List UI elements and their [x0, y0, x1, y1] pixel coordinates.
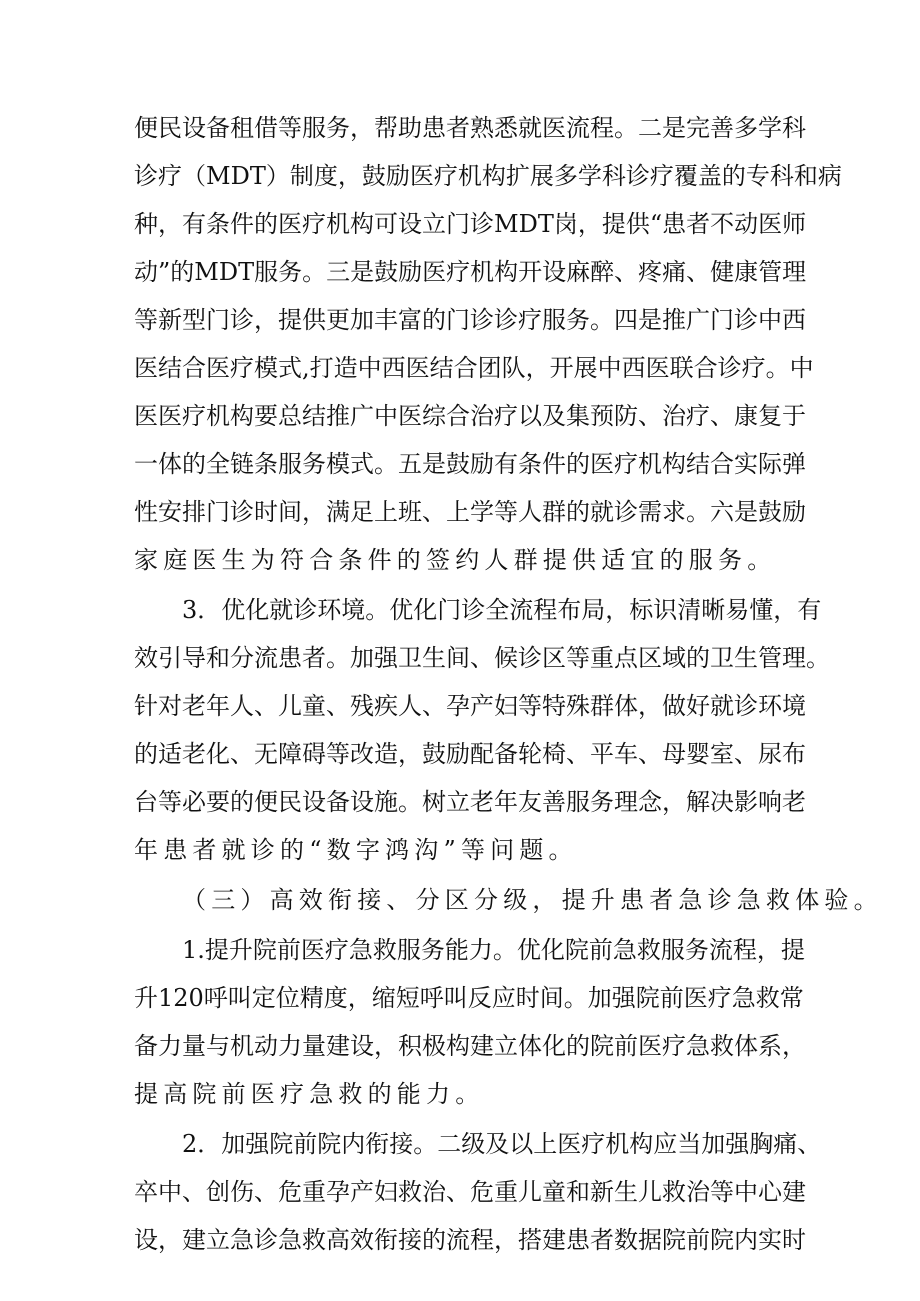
body-text-line: 家庭医生为符合条件的签约人群提供适宜的服务。 [134, 546, 777, 574]
body-text-line: 升120呼叫定位精度，缩短呼叫反应时间。加强院前医疗急救常 [134, 984, 804, 1012]
body-text-line: 医结合医疗模式,打造中西医结合团队，开展中西医联合诊疗。中 [134, 354, 814, 382]
paragraph-first-line: 1.提升院前医疗急救服务能力。优化院前急救服务流程，提 [182, 936, 805, 964]
paragraph-first-line: 2．加强院前院内衔接。二级及以上医疗机构应当加强胸痛、 [182, 1130, 822, 1158]
body-text-line: 性安排门诊时间，满足上班、上学等人群的就诊需求。六是鼓励 [134, 498, 806, 526]
paragraph-first-line: 3．优化就诊环境。优化门诊全流程布局，标识清晰易懂，有 [182, 596, 822, 624]
body-text-line: 提高院前医疗急救的能力。 [134, 1080, 485, 1108]
body-text-line: 动”的MDT服务。三是鼓励医疗机构开设麻醉、疼痛、健康管理 [134, 258, 807, 286]
body-text-line: 效引导和分流患者。加强卫生间、候诊区等重点区域的卫生管理。 [134, 644, 830, 672]
body-text-line: 备力量与机动力量建设，积极构建立体化的院前医疗急救体系， [134, 1032, 806, 1060]
body-text-line: 便民设备租借等服务，帮助患者熟悉就医流程。二是完善多学科 [134, 114, 806, 142]
body-text-line: 设，建立急诊急救高效衔接的流程，搭建患者数据院前院内实时 [134, 1226, 806, 1254]
body-text-line: 等新型门诊，提供更加丰富的门诊诊疗服务。四是推广门诊中西 [134, 306, 806, 334]
body-text-line: 年患者就诊的“数字鸿沟”等问题。 [134, 836, 578, 864]
body-text-line: 种，有条件的医疗机构可设立门诊MDT岗，提供“患者不动医师 [134, 210, 807, 238]
body-text-line: 诊疗（MDT）制度，鼓励医疗机构扩展多学科诊疗覆盖的专科和病 [134, 162, 842, 190]
body-text-line: 的适老化、无障碍等改造，鼓励配备轮椅、平车、母婴室、尿布 [134, 740, 806, 768]
body-text-line: 一体的全链条服务模式。五是鼓励有条件的医疗机构结合实际弹 [134, 450, 806, 478]
body-text-line: 医医疗机构要总结推广中医综合治疗以及集预防、治疗、康复于 [134, 402, 806, 430]
body-text-line: 针对老年人、儿童、残疾人、孕产妇等特殊群体，做好就诊环境 [134, 692, 806, 720]
body-text-line: 卒中、创伤、危重孕产妇救治、危重儿童和新生儿救治等中心建 [134, 1178, 806, 1206]
section-heading: （三）高效衔接、分区分级，提升患者急诊急救体验。 [182, 886, 883, 914]
body-text-line: 台等必要的便民设备设施。树立老年友善服务理念，解决影响老 [134, 788, 806, 816]
